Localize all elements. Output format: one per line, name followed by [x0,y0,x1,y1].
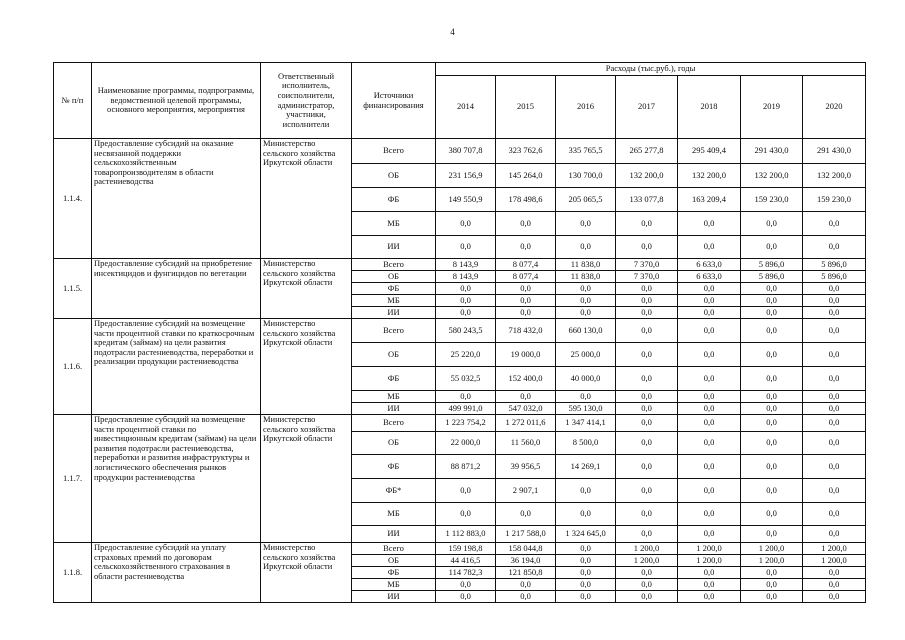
expense-value: 133 077,8 [616,188,678,212]
expense-value: 0,0 [678,579,741,591]
expense-value: 0,0 [741,212,803,236]
expense-value: 0,0 [678,295,741,307]
expense-value: 0,0 [436,212,496,236]
expense-value: 0,0 [496,579,556,591]
expense-value: 0,0 [556,567,616,579]
expense-value: 0,0 [616,432,678,455]
expense-value: 0,0 [436,283,496,295]
budget-table [53,62,866,603]
header-year: 2019 [741,76,803,139]
row-number: 1.1.4. [54,139,92,259]
expense-value: 1 200,0 [616,543,678,555]
header-year: 2016 [556,76,616,139]
expense-value: 1 200,0 [803,543,866,555]
expense-value: 0,0 [436,295,496,307]
expense-value: 0,0 [556,295,616,307]
expense-value: 547 032,0 [496,403,556,415]
expense-value: 8 143,9 [436,271,496,283]
event-name: Предоставление субсидий на возмещение части процентной ставки по краткосрочным кредитам (займам) на цели развития подотрасли растениеводства, переработки и реализации продукции растениеводства [92,319,261,415]
expense-value: 0,0 [741,391,803,403]
expense-value: 0,0 [741,579,803,591]
funding-source: Всего [352,319,436,343]
header-funding-source: Источники финансирования [352,63,436,139]
expense-value: 0,0 [741,455,803,479]
expense-value: 0,0 [616,567,678,579]
expense-value: 152 400,0 [496,367,556,391]
expense-value: 0,0 [556,543,616,555]
funding-source: МБ [352,212,436,236]
expense-value: 580 243,5 [436,319,496,343]
funding-source: Всего [352,543,436,555]
expense-value: 380 707,8 [436,139,496,164]
funding-source: ИИ [352,526,436,543]
table-row [54,415,866,432]
expense-value: 0,0 [436,591,496,603]
expense-value: 0,0 [616,579,678,591]
expense-value: 132 200,0 [678,164,741,188]
funding-source: ОБ [352,164,436,188]
funding-source: ФБ [352,283,436,295]
expense-value: 0,0 [436,503,496,526]
expense-value: 0,0 [803,307,866,319]
expense-value: 323 762,6 [496,139,556,164]
expense-value: 0,0 [556,555,616,567]
expense-value: 0,0 [678,503,741,526]
expense-value: 0,0 [556,212,616,236]
expense-value: 0,0 [678,307,741,319]
expense-value: 5 896,0 [803,259,866,271]
expense-value: 0,0 [616,319,678,343]
expense-value: 88 871,2 [436,455,496,479]
expense-value: 0,0 [741,526,803,543]
header-responsible: Ответственный исполнитель, соисполнители, администратор, участники, исполнители [261,63,352,139]
expense-value: 0,0 [616,591,678,603]
expense-value: 0,0 [741,295,803,307]
expense-value: 1 200,0 [803,555,866,567]
expense-value: 1 112 883,0 [436,526,496,543]
expense-value: 0,0 [803,283,866,295]
expense-value: 0,0 [678,415,741,432]
expense-value: 0,0 [496,307,556,319]
expense-value: 7 370,0 [616,271,678,283]
expense-value: 0,0 [616,503,678,526]
expense-value: 1 200,0 [616,555,678,567]
expense-value: 0,0 [678,283,741,295]
row-number: 1.1.8. [54,543,92,603]
row-number: 1.1.6. [54,319,92,415]
funding-source: ФБ [352,188,436,212]
expense-value: 40 000,0 [556,367,616,391]
expense-value: 130 700,0 [556,164,616,188]
event-name: Предоставление субсидий на уплату страховых премий по договорам сельскохозяйственного страхования в области растениеводства [92,543,261,603]
expense-value: 335 765,5 [556,139,616,164]
expense-value: 25 220,0 [436,343,496,367]
expense-value: 149 550,9 [436,188,496,212]
expense-value: 0,0 [803,455,866,479]
expense-value: 0,0 [803,526,866,543]
expense-value: 0,0 [678,212,741,236]
expense-value: 0,0 [496,212,556,236]
responsible-executor: Министерство сельского хозяйства Иркутской области [261,259,352,319]
expense-value: 2 907,1 [496,479,556,503]
expense-value: 8 077,4 [496,271,556,283]
expense-value: 0,0 [496,591,556,603]
expense-value: 0,0 [678,526,741,543]
table-body [54,139,866,603]
funding-source: МБ [352,579,436,591]
expense-value: 0,0 [436,307,496,319]
expense-value: 1 200,0 [678,555,741,567]
expense-value: 718 432,0 [496,319,556,343]
funding-source: МБ [352,391,436,403]
expense-value: 159 230,0 [741,188,803,212]
expense-value: 0,0 [741,503,803,526]
funding-source: ОБ [352,432,436,455]
expense-value: 55 032,5 [436,367,496,391]
expense-value: 0,0 [678,319,741,343]
expense-value: 0,0 [741,403,803,415]
expense-value: 295 409,4 [678,139,741,164]
responsible-executor: Министерство сельского хозяйства Иркутской области [261,139,352,259]
expense-value: 163 209,4 [678,188,741,212]
expense-value: 132 200,0 [616,164,678,188]
event-name: Предоставление субсидий на оказание несвязанной поддержки сельскохозяйственным товаропроизводителям в области растениеводства [92,139,261,259]
expense-value: 0,0 [678,403,741,415]
expense-value: 0,0 [616,526,678,543]
expense-value: 159 198,8 [436,543,496,555]
expense-value: 0,0 [741,319,803,343]
expense-value: 0,0 [616,403,678,415]
expense-value: 1 347 414,1 [556,415,616,432]
expense-value: 0,0 [616,415,678,432]
expense-value: 1 200,0 [741,543,803,555]
expense-value: 121 850,8 [496,567,556,579]
expense-value: 660 130,0 [556,319,616,343]
funding-source: ИИ [352,307,436,319]
expense-value: 0,0 [678,455,741,479]
expense-value: 0,0 [803,503,866,526]
expense-value: 114 782,3 [436,567,496,579]
table-row [54,319,866,343]
row-number: 1.1.5. [54,259,92,319]
expense-value: 291 430,0 [803,139,866,164]
funding-source: Всего [352,139,436,164]
funding-source: ФБ [352,567,436,579]
expense-value: 291 430,0 [741,139,803,164]
expense-value: 1 217 588,0 [496,526,556,543]
expense-value: 0,0 [678,432,741,455]
expense-value: 0,0 [436,391,496,403]
expense-value: 6 633,0 [678,259,741,271]
funding-source: ОБ [352,555,436,567]
expense-value: 1 200,0 [741,555,803,567]
expense-value: 0,0 [616,307,678,319]
event-name: Предоставление субсидий на возмещение части процентной ставки по инвестиционным кредитам (займам) на цели развития подотрасли растениеводства, переработки и развития инфраструктуры и логистического обеспечения рынков продукции растениеводства [92,415,261,543]
expense-value: 0,0 [803,319,866,343]
expense-value: 158 044,8 [496,543,556,555]
expense-value: 7 370,0 [616,259,678,271]
expense-value: 0,0 [678,391,741,403]
expense-value: 0,0 [496,236,556,259]
table-row [54,543,866,555]
funding-source: ОБ [352,271,436,283]
expense-value: 0,0 [803,343,866,367]
expense-value: 0,0 [556,479,616,503]
expense-value: 1 200,0 [678,543,741,555]
expense-value: 8 077,4 [496,259,556,271]
expense-value: 0,0 [436,236,496,259]
expense-value: 39 956,5 [496,455,556,479]
expense-value: 0,0 [496,391,556,403]
funding-source: ФБ [352,367,436,391]
expense-value: 0,0 [616,283,678,295]
expense-value: 0,0 [556,503,616,526]
responsible-executor: Министерство сельского хозяйства Иркутской области [261,319,352,415]
expense-value: 0,0 [803,579,866,591]
expense-value: 14 269,1 [556,455,616,479]
expense-value: 0,0 [803,479,866,503]
expense-value: 11 838,0 [556,259,616,271]
table-row [54,259,866,271]
expense-value: 132 200,0 [803,164,866,188]
expense-value: 0,0 [741,432,803,455]
expense-value: 0,0 [741,283,803,295]
expense-value: 0,0 [741,343,803,367]
expense-value: 159 230,0 [803,188,866,212]
expense-value: 19 000,0 [496,343,556,367]
expense-value: 0,0 [496,283,556,295]
funding-source: Всего [352,259,436,271]
responsible-executor: Министерство сельского хозяйства Иркутской области [261,415,352,543]
event-name: Предоставление субсидий на приобретение инсектицидов и фунгицидов по вегетации [92,259,261,319]
expense-value: 0,0 [803,391,866,403]
expense-value: 0,0 [496,503,556,526]
expense-value: 8 143,9 [436,259,496,271]
expense-value: 0,0 [556,391,616,403]
expense-value: 0,0 [556,307,616,319]
expense-value: 5 896,0 [741,259,803,271]
expense-value: 5 896,0 [741,271,803,283]
expense-value: 0,0 [741,367,803,391]
expense-value: 0,0 [678,343,741,367]
funding-source: ИИ [352,403,436,415]
expense-value: 0,0 [803,295,866,307]
expense-value: 1 223 754,2 [436,415,496,432]
funding-source: МБ [352,295,436,307]
header-expenses: Расходы (тыс.руб.), годы [436,63,866,76]
funding-source: ФБ [352,455,436,479]
expense-value: 11 560,0 [496,432,556,455]
expense-value: 0,0 [436,479,496,503]
funding-source: МБ [352,503,436,526]
expense-value: 0,0 [803,367,866,391]
expense-value: 0,0 [803,212,866,236]
header-program-name: Наименование программы, подпрограммы, ведомственной целевой программы, основного мероприятия, мероприятия [92,63,261,139]
header-year: 2020 [803,76,866,139]
expense-value: 0,0 [556,236,616,259]
funding-source: ИИ [352,236,436,259]
header-year: 2014 [436,76,496,139]
expense-value: 0,0 [803,567,866,579]
expense-value: 0,0 [616,295,678,307]
responsible-executor: Министерство сельского хозяйства Иркутской области [261,543,352,603]
expense-value: 0,0 [678,236,741,259]
expense-value: 22 000,0 [436,432,496,455]
expense-value: 0,0 [678,567,741,579]
expense-value: 0,0 [616,236,678,259]
expense-value: 145 264,0 [496,164,556,188]
funding-source: ФБ* [352,479,436,503]
funding-source: Всего [352,415,436,432]
expense-value: 0,0 [678,367,741,391]
header-year: 2018 [678,76,741,139]
expense-value: 0,0 [556,579,616,591]
expense-value: 6 633,0 [678,271,741,283]
expense-value: 0,0 [616,455,678,479]
expense-value: 36 194,0 [496,555,556,567]
header-year: 2017 [616,76,678,139]
expense-value: 499 991,0 [436,403,496,415]
expense-value: 205 065,5 [556,188,616,212]
expense-value: 0,0 [803,236,866,259]
expense-value: 178 498,6 [496,188,556,212]
expense-value: 0,0 [741,567,803,579]
expense-value: 0,0 [616,212,678,236]
expense-value: 11 838,0 [556,271,616,283]
funding-source: ОБ [352,343,436,367]
expense-value: 0,0 [741,415,803,432]
expense-value: 231 156,9 [436,164,496,188]
expense-value: 0,0 [741,591,803,603]
expense-value: 0,0 [678,479,741,503]
expense-value: 0,0 [803,591,866,603]
expense-value: 265 277,8 [616,139,678,164]
row-number: 1.1.7. [54,415,92,543]
expense-value: 0,0 [616,391,678,403]
expense-value: 0,0 [436,579,496,591]
expense-value: 0,0 [616,479,678,503]
expense-value: 44 416,5 [436,555,496,567]
expense-value: 5 896,0 [803,271,866,283]
page-number: 4 [450,27,455,37]
expense-value: 0,0 [616,367,678,391]
expense-value: 0,0 [556,283,616,295]
expense-value: 0,0 [616,343,678,367]
expense-value: 8 500,0 [556,432,616,455]
expense-value: 0,0 [803,415,866,432]
expense-value: 0,0 [803,403,866,415]
expense-value: 25 000,0 [556,343,616,367]
funding-source: ИИ [352,591,436,603]
expense-value: 0,0 [741,307,803,319]
expense-value: 132 200,0 [741,164,803,188]
expense-value: 1 272 011,6 [496,415,556,432]
expense-value: 0,0 [741,479,803,503]
expense-value: 595 130,0 [556,403,616,415]
header-num: № п/п [54,63,92,139]
table-row [54,139,866,164]
expense-value: 0,0 [556,591,616,603]
header-year: 2015 [496,76,556,139]
expense-value: 0,0 [803,432,866,455]
expense-value: 1 324 645,0 [556,526,616,543]
expense-value: 0,0 [678,591,741,603]
expense-value: 0,0 [496,295,556,307]
expense-value: 0,0 [741,236,803,259]
